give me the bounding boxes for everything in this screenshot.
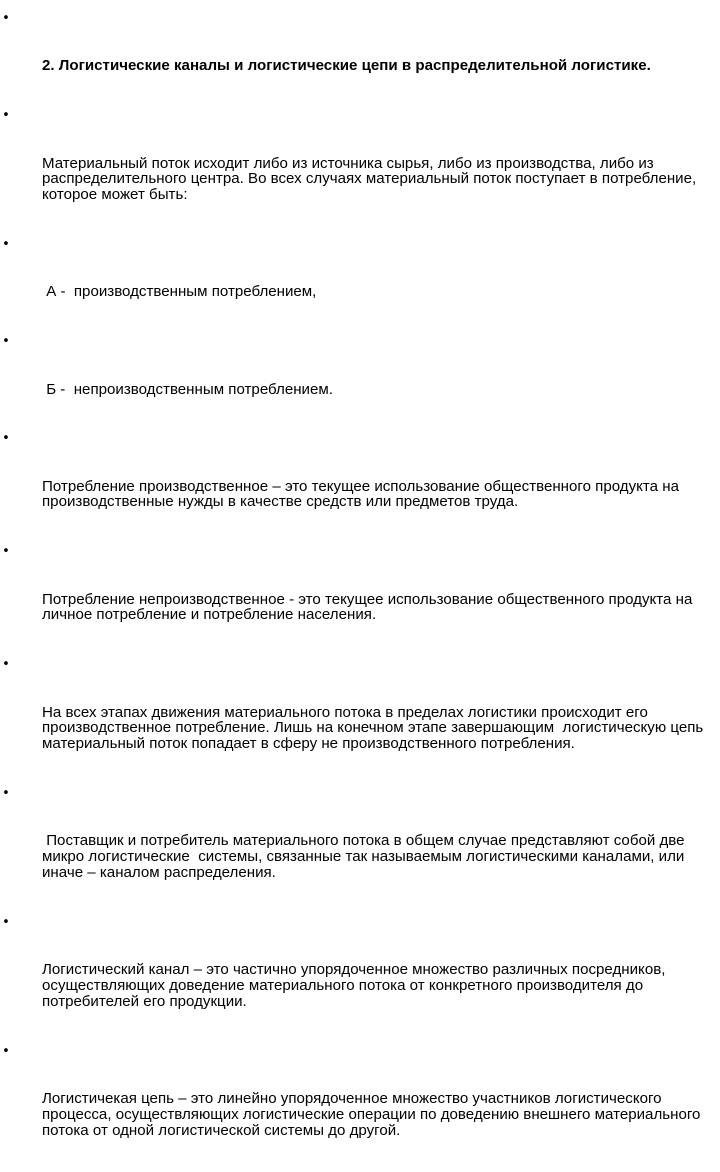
bullet-item	[2, 334, 704, 429]
bullet-item	[2, 1043, 705, 1170]
bullet-item	[2, 236, 704, 332]
bullet-dot-icon: •	[2, 657, 10, 673]
bullet-text: Материальный поток исходит либо из источника сырья, либо из производства, либо из распределительного центра. Во всех случаях материальный поток поступает в потребление, которое может быть:	[42, 154, 701, 204]
bullet-text: Б - непроизводственным потреблением.	[42, 380, 333, 398]
bullet-dot-icon: •	[2, 11, 10, 26]
bullet-item	[2, 544, 704, 655]
bullet-dot-icon: •	[2, 236, 10, 252]
bullet-item	[2, 914, 704, 1041]
bullet-dot-icon: •	[2, 785, 10, 801]
bullet-dot-icon: •	[2, 544, 10, 560]
bullet-text: Логистичекая цепь – это линейно упорядоченное множество участников логистического процесса, осуществляющих логистические операции по доведению внешнего материального потока от одной логистической системы до другой.	[42, 1089, 705, 1139]
bullet-item	[2, 785, 704, 912]
bullet-text: Поставщик и потребитель материального потока в общем случае представляют собой две микро логистические системы, связанные так называемым логистическими каналами, или иначе – каналом распределения.	[42, 832, 689, 881]
bullet-text: Потребление непроизводственное - это текущее использование общественного продукта на личное потребление и потребление населения.	[42, 590, 697, 624]
bullet-text: А - производственным потреблением,	[42, 283, 317, 301]
bullet-list	[2, 11, 708, 1172]
bullet-text: Логистический канал – это частично упорядоченное множество различных посредников, осуществляющих доведение материального потока от конкретного производителя до потребителей его продукции.	[42, 961, 670, 1010]
bullet-dot-icon: •	[2, 334, 10, 350]
bullet-dot-icon: •	[2, 108, 10, 124]
bullet-item	[2, 657, 708, 783]
bullet-item	[2, 108, 704, 234]
bullet-text: Потребление производственное – это текущее использование общественного продукта на производственные нужды в качестве средств или предметов труда.	[42, 477, 684, 511]
bullet-dot-icon: •	[2, 914, 10, 930]
bullet-item-heading	[2, 11, 704, 106]
bullet-dot-icon: •	[2, 1043, 10, 1059]
bullet-text: На всех этапах движения материального потока в пределах логистики происходит его производственное потребление. Лишь на конечном этапе завершающим логистическую цепь материальный поток попадает в сферу не производственного потребления.	[42, 703, 708, 753]
bullet-dot-icon: •	[2, 431, 10, 447]
bullet-item	[2, 431, 704, 542]
bullet-text: 2. Логистические каналы и логистические цепи в распределительной логистике.	[42, 57, 651, 75]
